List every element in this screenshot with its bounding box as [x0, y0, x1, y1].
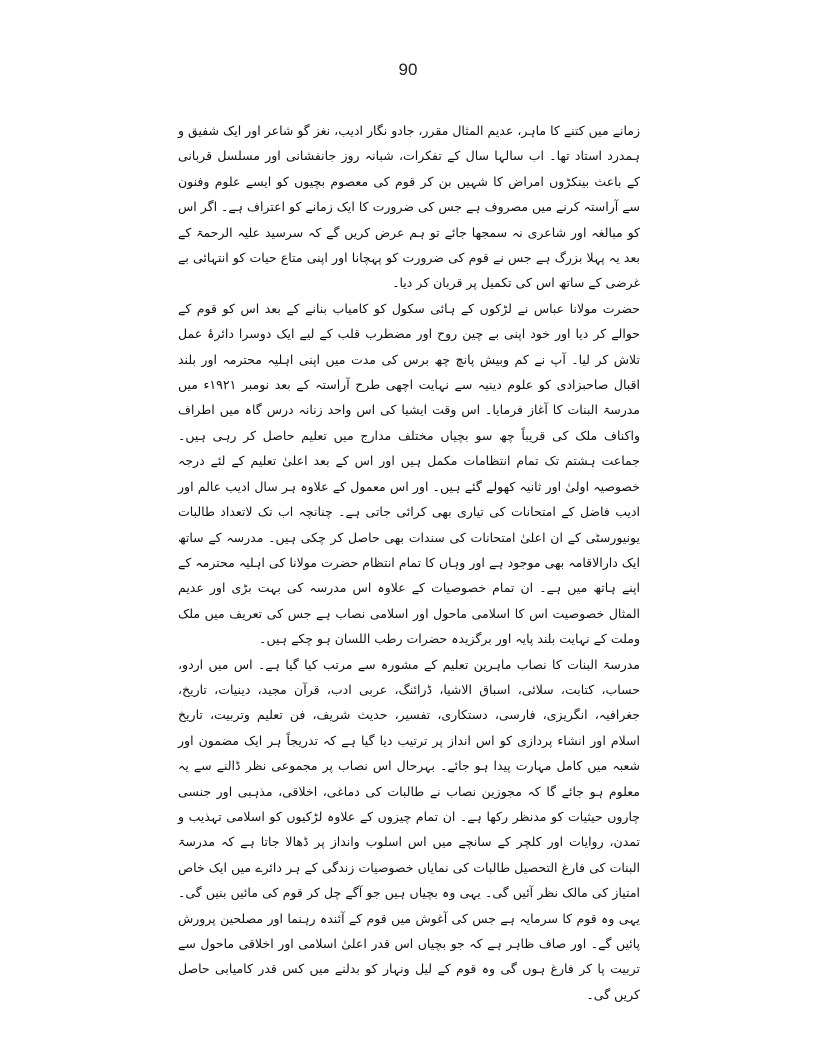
paragraph-1: زمانے میں کتنے کا ماہر، عدیم المثال مقرر، جادو نگار ادیب، نغز گو شاعر اور ایک شفیق و ہمدرد استاد تھا۔ اب سالہا سال کے تفکرات، شبانہ روز جانفشانی اور مسلسل قربانی کے باعث بینکڑوں امراض کا شہیں بن کر قوم کی معصوم بچیوں کو ایسے علوم وفنون سے آراستہ کرنے میں مصروف ہے جس کی ضرورت کا ایک زمانے کو اعتراف ہے۔ اگر اس کو مبالغہ اور شاعری نہ سمجھا جائے تو ہم عرض کریں گے کہ سرسید علیہ الرحمۃ کے بعد یہ پہلا بزرگ ہے جس نے قوم کی ضرورت کو پہچانا اور اپنی متاع حیات کو انتہائی بے غرضی کے ساتھ اس کی تکمیل پر قربان کر دیا۔	[178, 123, 640, 291]
paragraph-3: مدرسۃ البنات کا نصاب ماہرین تعلیم کے مشورہ سے مرتب کیا گیا ہے۔ اس میں اردو، حساب، کتابت، سلائی، اسباق الاشیا، ڈرائنگ، عربی ادب، قرآن مجید، دینیات، تاریخ، جغرافیہ، انگریزی، فارسی، دستکاری، تفسیر، حدیث شریف، فن تعلیم وتربیت، تاریخ اسلام اور انشاء پردازی کو اس انداز پر ترتیب دیا گیا ہے کہ تدریجاً ہر ایک مضمون اور شعبہ میں کامل مہارت پیدا ہو جائے۔ بہرحال اس نصاب پر مجموعی نظر ڈالنے سے یہ معلوم ہو جائے گا کہ مجوزین نصاب نے طالبات کی دماغی، اخلاقی، مذہبی اور جنسی چاروں حیثیات کو مدنظر رکھا ہے۔ ان تمام چیزوں کے علاوہ لڑکیوں کو اسلامی تہذیب و تمدن، روایات اور کلچر کے سانچے میں اس اسلوب وانداز پر ڈھالا جاتا ہے کہ مدرسۃ البنات کی فارغ التحصیل طالبات کی نمایاں خصوصیات زندگی کے ہر دائرے میں ایک خاص امتیاز کی مالک نظر آئیں گی۔ یہی وہ بچیاں ہیں جو آگے چل کر قوم کی مائیں بنیں گی۔ یہی وہ قوم کا سرمایہ ہے جس کی آغوش میں قوم کے آئندہ رہنما اور مصلحین پرورش پائیں گے۔ اور صاف ظاہر ہے کہ جو بچیاں اس قدر اعلیٰ اسلامی اور اخلاقی ماحول سے تربیت پا کر فارغ ہوں گی وہ قوم کے لیل ونہار کو بدلنے میں کس قدر کامیابی حاصل کریں گی۔	[178, 656, 640, 1002]
page-number: 90	[398, 60, 418, 79]
paragraph-2: حضرت مولانا عباس نے لڑکوں کے ہائی سکول کو کامیاب بنانے کے بعد اس کو قوم کے حوالے کر دیا اور خود اپنی بے چین روح اور مضطرب قلب کے لیے ایک دوسرا دائرۂ عمل تلاش کر لیا۔ آپ نے کم وبیش پانچ چھ برس کی مدت میں اپنی اہلیہ محترمہ اور بلند اقبال صاحبزادی کو علوم دینیہ سے نہایت اچھی طرح آراستہ کے بعد نومبر ۱۹۲۱ء میں مدرسۃ البنات کا آغاز فرمایا۔ اس وقت ایشیا کی اس واحد زنانہ درس گاہ میں اطراف واکناف ملک کی قریباً چھ سو بچیاں مختلف مدارج میں تعلیم حاصل کر رہی ہیں۔ جماعت ہشتم تک تمام انتظامات مکمل ہیں اور اس کے بعد اعلیٰ تعلیم کے لئے درجہ خصوصیہ اولیٰ اور ثانیہ کھولے گئے ہیں۔ اور اس معمول کے علاوہ ہر سال ادیب عالم اور ادیب فاضل کے امتحانات کی تیاری بھی کرائی جاتی ہے۔ چنانچہ اب تک لاتعداد طالبات یونیورسٹی کے ان اعلیٰ امتحانات کی سندات بھی حاصل کر چکی ہیں۔ مدرسہ کے ساتھ ایک دارالاقامہ بھی موجود ہے اور وہاں کا تمام انتظام حضرت مولانا کی اہلیہ محترمہ کے اپنے ہاتھ میں ہے۔ ان تمام خصوصیات کے علاوہ اس مدرسہ کی بہت بڑی اور عدیم المثال خصوصیت اس کا اسلامی ماحول اور اسلامی نصاب ہے جس کی تعریف میں ملک وملت کے نہایت بلند پایہ اور برگزیدہ حضرات رطب اللسان ہو چکے ہیں۔	[178, 300, 640, 647]
body-text	[178, 118, 640, 1007]
